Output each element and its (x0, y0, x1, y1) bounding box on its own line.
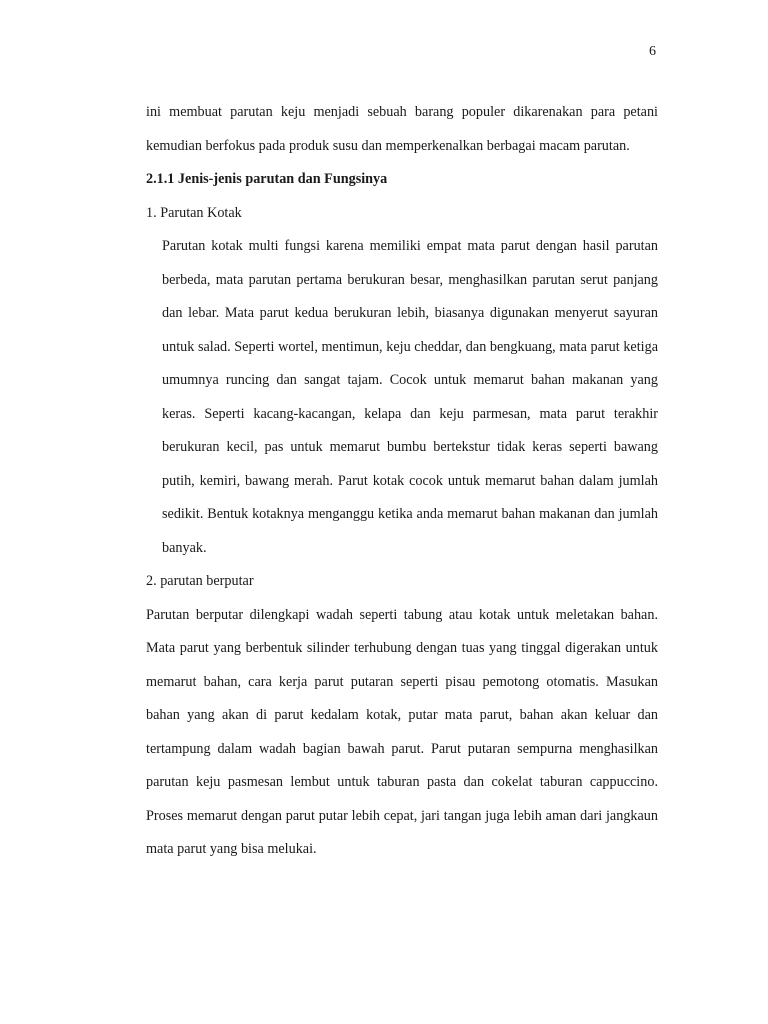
section-heading: 2.1.1 Jenis-jenis parutan dan Fungsinya (146, 171, 388, 187)
document-body (146, 96, 658, 867)
list-item-title-1: 1. Parutan Kotak (146, 204, 242, 221)
list-item-text-2: Parutan berputar dilengkapi wadah seperti tabung atau kotak untuk meletakan bahan. Mata parut yang berbentuk silinder terhubung dengan tuas yang tinggal digerakan untuk memarut bahan, cara kerja parut putaran seperti pisau pemotong otomatis. Masukan bahan yang akan di parut kedalam kotak, putar mata parut, bahan akan keluar dan tertampung dalam wadah bagian bawah parut. Parut putaran sempurna menghasilkan parutan keju pasmesan lembut untuk taburan pasta dan cokelat taburan cappuccino. Proses memarut dengan parut putar lebih cepat, jari tangan juga lebih aman dari jangkaun mata parut yang bisa melukai. (146, 606, 658, 857)
page-number: 6 (649, 44, 656, 59)
list-item-title-2: 2. parutan berputar (146, 573, 254, 589)
intro-paragraph: ini membuat parutan keju menjadi sebuah barang populer dikarenakan para petani kemudian berfokus pada produk susu dan memperkenalkan berbagai macam parutan. (146, 104, 658, 154)
list-item-text-1: Parutan kotak multi fungsi karena memiliki empat mata parut dengan hasil parutan berbeda, mata parutan pertama berukuran besar, menghasilkan parutan serut panjang dan lebar. Mata parut kedua berukuran lebih, biasanya digunakan menyerut sayuran untuk salad. Seperti wortel, mentimun, keju cheddar, dan bengkuang, mata parut ketiga umumnya runcing dan sangat tajam. Cocok untuk memarut bahan makanan yang keras. Seperti kacang-kacangan, kelapa dan keju parmesan, mata parut terakhir berukuran kecil, pas untuk memarut bumbu bertekstur tidak keras seperti bawang putih, kemiri, bawang merah. Parut kotak cocok untuk memarut bahan dalam jumlah sedikit. Bentuk kotaknya menganggu ketika anda memarut bahan makanan dan jumlah banyak. (162, 238, 658, 556)
